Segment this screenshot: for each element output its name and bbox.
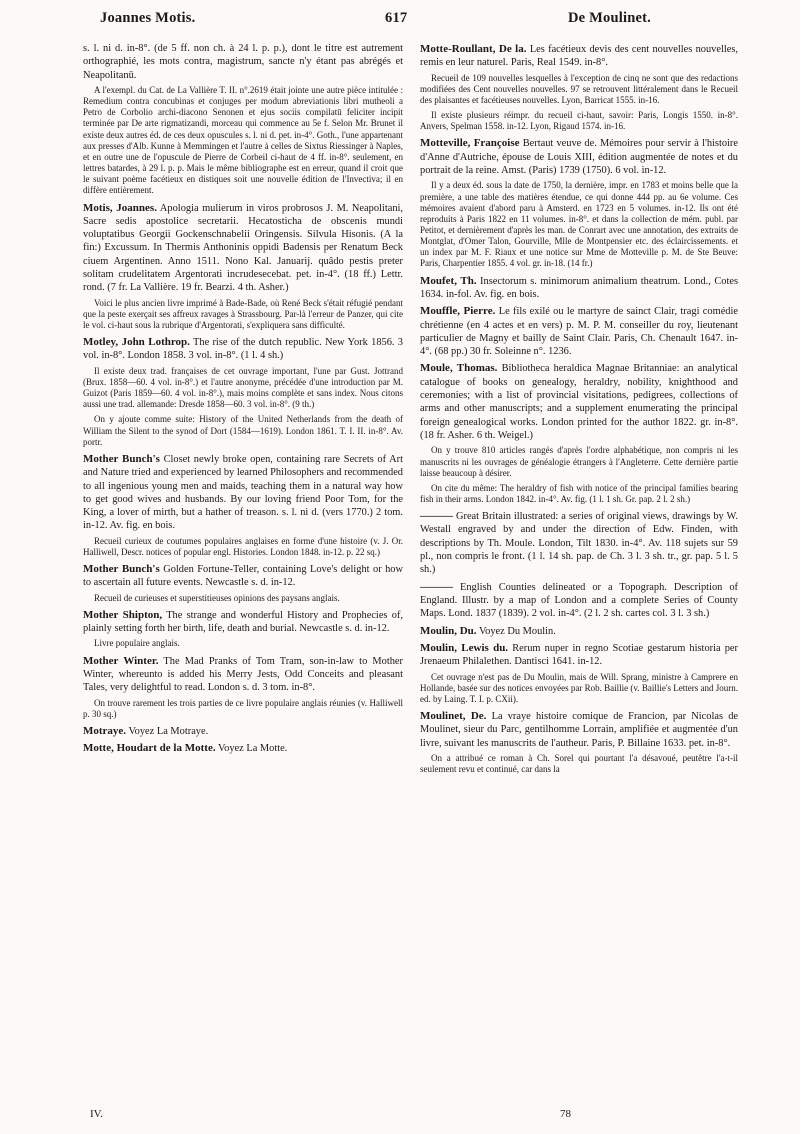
entry-headword: Mother Bunch's — [83, 563, 160, 576]
entry-text: Voyez La Motraye. — [128, 725, 209, 737]
entry-headword: Motis, Joannes. — [83, 201, 157, 214]
entry-headword: Motte, Houdart de la Motte. — [83, 742, 216, 755]
right-column — [420, 42, 738, 779]
entry-text: Les facétieux devis des cent nouvelles nouvelles, remis en leur naturel. Paris, Real 1549. in-8°. — [420, 44, 739, 69]
entry-text: The Mad Pranks of Tom Tram, son-in-law to Mother Winter, whereunto is added his Merry Jests, Odd Conceits and pleasant Tales, very delightful to read. London s. d. 3 tom. in-8°. — [83, 655, 403, 694]
entry-text: Closet newly broke open, containing rare Secrets of Art and Nature tried and experienced by learned Philosophers and recommended to all ingenious young men and maids, teaching them in a natural way how to get good wives and husbands. By our loving friend Poor Tom, for the King, a lover of mirth, but a hather of treason. s. l. ni d. (vers 1770.) 2 tom. in-12. Av. fig. en bois. — [83, 453, 403, 532]
bibliography-entry — [420, 274, 738, 302]
entry-headword: Motraye. — [83, 724, 127, 737]
entry-text: English Counties delineated or a Topograph. Description of England. Illustr. by a map of London and a complete Series of County Maps. Lond. 1837 (1839). 2 vol. in-4°. (2 l. 2 sh. cartes col. 3 l. 3 sh.) — [420, 581, 738, 620]
entry-text: Rerum nuper in regno Scotiae gestarum historia per Jrenaeum Philalethen. Dantisci 1641. in-12. — [420, 642, 739, 668]
bibliography-entry — [420, 361, 738, 442]
running-head-left: Joannes Motis. — [100, 10, 196, 26]
entry-note: Recueil de curieuses et superstitieuses opinions des paysans anglais. — [94, 592, 340, 603]
entry-note: Livre populaire anglais. — [94, 638, 180, 649]
entry-note: On a attribué ce roman à Ch. Sorel qui pourtant l'a désavoué, peutêtre l'a-t-il seulement revu et continué, car dans la — [420, 752, 738, 775]
bibliography-entry — [83, 452, 403, 533]
bibliography-entry — [83, 654, 403, 695]
bibliography-entry — [83, 608, 403, 636]
entry-text: Insectorum s. minimorum animalium theatrum. Lond., Cotes 1634. in-fol. Av. fig. en bois. — [420, 275, 738, 300]
entry-note: Recueil de 109 nouvelles lesquelles à l'exception de cinq ne sont que des redactions modifiées des Cent nouvelles nouvelles. 97 se retrouvent littéralement dans le Recueil des plaisantes et facétieuses nouvelles. Lyon, Barricat 1555. in-16. — [420, 72, 738, 105]
bibliography-entry — [83, 562, 403, 590]
bibliography-entry — [420, 509, 738, 577]
entry-text: Apologia mulierum in viros probrosos J. M. Neapolitani, Sacre sedis apostolice secretarii. Hecatosticha de obscenis mundi voluptatibus Georgii Gockenschnabelii Oringensis. Silvula Hisonis. (A la fin:) Excussum. In Thermis Anthoninis oppidi Badensis per Renatum Beck ciuem Argentinen. Anno 1511. Nono Kal. Januarij. quâdo pestis preter solitam crudelitatem Argentorati incrudesecebat. pet. in-4°. (18 ff.) Lettr. rond. (7 fr. La Vallière. 19 fr. Bearzi. 4 th. Asher.) — [83, 202, 403, 294]
entry-text: Great Britain illustrated: a series of original views, drawings by W. Westall engraved by and under the direction of Edw. Finden, with descriptions by Th. Moule. London, Tilt 1830. in-4°. Av. 118 sujets sur 59 pl., non compris le front. (1 l. 14 sh. pap. de Ch. 3 l. 3 sh. tr., gr. pap. 5 l. 5 sh.) — [420, 511, 738, 576]
entry-text: The strange and wonderful History and Prophecies of, plainly setting forth her birth, life, death and burial. Newcastle s. d. in-12. — [83, 609, 403, 635]
page-number: 617 — [385, 10, 408, 26]
entry-note: A l'exempl. du Cat. de La Vallière T. II. n°.2619 était jointe une autre pièce intitulée : Remedium contra concubinas et conjuges per modum abreviationis libri mutheoli a Petro de Corbolio archi-diacono Senonen et ejus sociis compilatū feliciter incipit terminée par De arte rigmatizandi, morceau qui commence au 5e f. Selon Mr. Brunet il existe deux autres éd. de ces deux opuscules s. l. ni d. pet. in-4°. Goth., l'une appartenant aux presses d'Alb. Kunne à Memmingen et l'autre à celles de Sixtus Riessinger à Naples, et en outre une de l'opuscule de Pierre de Corbeil ci-haut de 4 ff. in-8°. seulement, en lettres batardes, à 29 l. p. p. Mais le même bibliographe est en erreur, quand il croit que le suivant poème facétieux en distiques soit une nouvelle édition de l'Invectiva; il en diffère entièrement. — [83, 84, 403, 196]
entry-note: Il existe deux trad. françaises de cet ouvrage important, l'une par Gust. Jottrand (Brux. 1858—60. 4 vol. in-8°.) et l'autre anonyme, précédée d'une introduction par M. Guizot (Paris 1859—60. 4 vol. in-8°.), mais moins complète et sans index. Nous citons aussi une trad. allemande: Dresde 1858—60. 3 vol. in-8°. (9 th.) — [83, 365, 403, 410]
entry-text: La vraye histoire comique de Francion, par Nicolas de Moulinet, sieur du Parc, gentilhomme Lorrain, amplifiée et augmentée d'un livre, suivant les manuscrits de l'autheur. Paris, P. Billaine 1633. pet. in-8°. — [420, 711, 738, 749]
bibliography-entry — [83, 724, 403, 738]
entry-headword: Moufet, Th. — [420, 274, 477, 287]
entry-headword: Mouffle, Pierre. — [420, 305, 496, 318]
entry-headword: Motte-Roullant, De la. — [420, 43, 527, 55]
bibliography-entry — [420, 42, 738, 70]
bibliography-entry — [83, 335, 403, 363]
entry-text: Golden Fortune-Teller, containing Love's delight or how to ascertain all future events. Newcastle s. d. in-12. — [83, 564, 403, 589]
bibliography-entry — [420, 624, 738, 638]
entry-headword: Moulin, Du. — [420, 624, 477, 637]
bibliography-entry — [83, 741, 403, 755]
entry-text: Le fils exilé ou le martyre de sainct Clair, tragi comédie chrétienne (en 4 actes et en vers) p. M. P. M. conseiller du roy, lieutenant particulier de Magny et bailly de Saint Clair. Paris, Ch. Chenault 1647. in-4°. (68 pp.) 30 fr. Soleinne n°. 1236. — [420, 306, 738, 358]
entry-text: Voyez Du Moulin. — [478, 625, 556, 637]
entry-note: On y ajoute comme suite: History of the United Netherlands from the death of William the Silent to the synod of Dort (1584—1619). London 1861. T. I. II. in-8°. Av. portr. — [83, 414, 403, 447]
bibliography-entry — [420, 136, 738, 177]
entry-text: Bertaut veuve de. Mémoires pour servir à l'histoire d'Anne d'Autriche, épouse de Louis XIII, édition augmentée de notes et du portrait de la reine. Amst. (Paris) 1739 (1750). 6 vol. in-12. — [420, 138, 738, 177]
entry-headword: Motteville, Françoise — [420, 137, 520, 150]
entry-headword: Mother Bunch's — [83, 452, 160, 465]
entry-headword: ——— — [420, 580, 453, 593]
entry-text: Voyez La Motte. — [218, 743, 288, 755]
entry-headword: Moulinet, De. — [420, 710, 487, 723]
entry-headword: Motley, John Lothrop. — [83, 336, 190, 349]
entry-note: On cite du même: The heraldry of fish with notice of the principal families bearing fish in their arms. London 1842. in-4°. Av. fig. (1 l. 1 sh. Gr. pap. 2 l. 2 sh.) — [420, 482, 738, 504]
bibliography-entry — [420, 304, 738, 358]
signature-mark: IV. — [90, 1108, 103, 1120]
entry-continuation: s. l. ni d. in-8°. (de 5 ff. non ch. à 24 l. p. p.), dont le titre est autrement orthographié, les mots contra, magistrum, sancte n'y étant pas abrégés et Neapolitanū. — [83, 43, 403, 81]
entry-text: Bibliotheca heraldica Magnae Britanniae: an analytical catalogue of books on genealogy, heraldry, nobility, knighthood and ceremonies; with a list of provincial visitations, pedigrees, collections of arms and other manuscripts; and a supplement enumerating the principal foreign genealogical works. London printed for the author 1822. gr. in-8°. (18 fr. Asher. 6 th. Weigel.) — [420, 363, 738, 442]
entry-note: Cet ouvrage n'est pas de Du Moulin, mais de Will. Sprang, ministre à Camprere en Hollande, basée sur des notices envoyées par Rob. Baillie (v. Baillie's Letters and Journ. ed. by Laing. T. I. p. CXii). — [420, 671, 738, 704]
running-head-right: De Moulinet. — [568, 10, 651, 26]
bibliography-entry — [420, 580, 738, 621]
entry-note: Il y a deux éd. sous la date de 1750, la dernière, impr. en 1783 et moins belle que la première, a une table des matières étendue, ce qui donne 444 pp. au 6e volume. Ces mémoires avaient d'abord paru à Amsterd. en 1723 en 5 volumes. in-12. Ils ont été reproduits à Paris 1822 en 11 volumes. in-8°. et dans la collection de mém. publ. par Petitot, et dernièrement d'après les man. de Conrart avec une annotation, des extraits de Montglat, d'Omer Talon, Gourville, Mlle de Montpensier etc. des éclaircissements. et un index par M. F. Riaux et une notice sur Mme de Motteville p. M. de Ste Beuve: Paris, Charpentier 1855. 4 vol. gr. in-18. (14 fr.) — [420, 180, 738, 269]
bibliography-entry — [420, 709, 738, 750]
entry-note: Recueil curieux de coutumes populaires anglaises en forme d'une histoire (v. J. Or. Halliwell, Descr. notices of popular engl. Histories. London 1848. in-12. p. 22 sq.) — [83, 535, 403, 557]
entry-headword: Moulin, Lewis du. — [420, 641, 509, 654]
entry-headword: Mother Winter. — [83, 654, 159, 667]
entry-note: On y trouve 810 articles rangés d'après l'ordre alphabétique, non compris ni les manuscrits ni les ouvrages de généalogie étrangers à l'Angleterre. Cette dernière partie laisse beaucoup à désirer. — [420, 445, 738, 478]
bibliography-entry — [83, 201, 403, 295]
entry-note: Voici le plus ancien livre imprimé à Bade-Bade, où René Beck s'était réfugié pendant que la peste exerçait ses affreux ravages à Strassbourg. Par-là l'erreur de Panzer, qui cite le vol. ci-haut sous la rubrique d'Argentorati, s'expliquera sans difficulté. — [83, 297, 403, 330]
entry-headword: ——— — [420, 510, 453, 523]
bibliography-entry — [420, 641, 738, 669]
entry-headword: Mother Shipton, — [83, 608, 163, 621]
entry-note: On trouve rarement les trois parties de ce livre populaire anglais réunies (v. Halliwell p. 30 sq.) — [83, 697, 403, 719]
sheet-number: 78 — [560, 1108, 571, 1120]
entry-text: The rise of the dutch republic. New York 1856. 3 vol. in-8°. London 1858. 3 vol. in-8°. (1 l. 4 sh.) — [83, 337, 403, 362]
entry-headword: Moule, Thomas. — [420, 362, 498, 375]
left-column — [83, 42, 403, 759]
entry-note: Il existe plusieurs réimpr. du recueil ci-haut, savoir: Paris, Longis 1550. in-8°. Anvers, Spelman 1558. in-12. Lyon, Rigaud 1574. in-16. — [420, 110, 738, 132]
